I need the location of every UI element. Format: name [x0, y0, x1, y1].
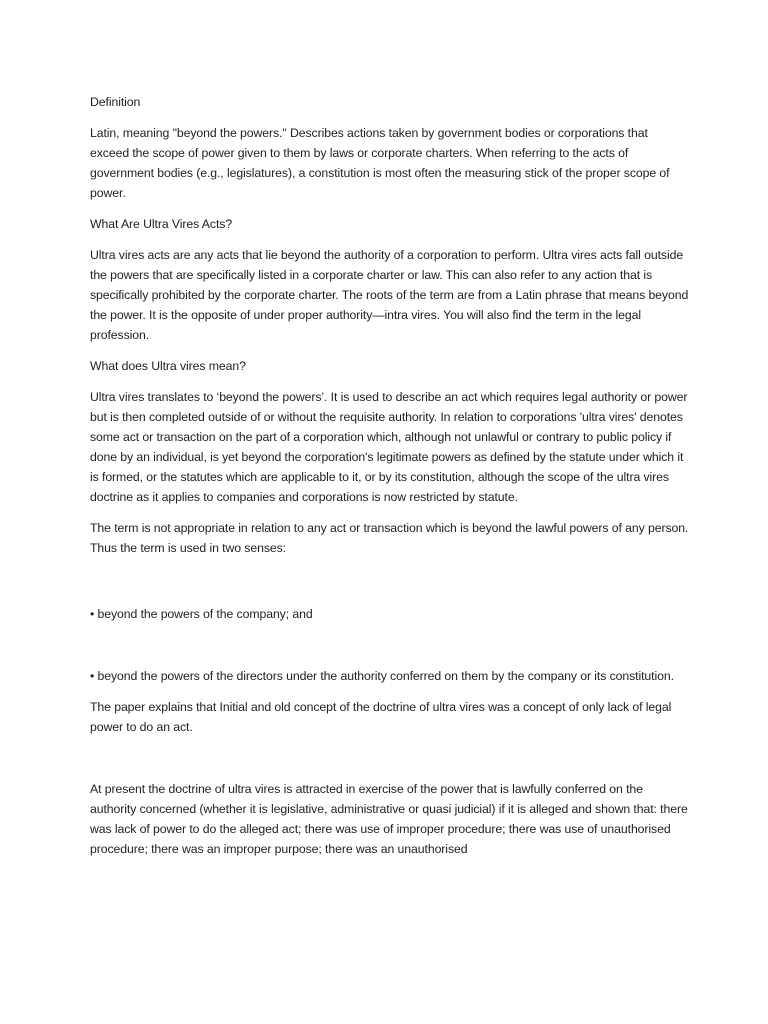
- paragraph-latin-meaning: Latin, meaning "beyond the powers." Describes actions taken by government bodies or corporations that exceed the scope of power given to them by laws or corporate charters. When referring to the acts of government bodies (e.g., legislatures), a constitution is most often the measuring stick of the proper scope of power.: [90, 126, 670, 200]
- paragraph-ultra-vires-acts: Ultra vires acts are any acts that lie beyond the authority of a corporation to perform. Ultra vires acts fall outside the powers that are specifically listed in a corporate charter or law. This can also refer to any action that is specifically prohibited by the corporate charter. The roots of the term are from a Latin phrase that means beyond the power. It is the opposite of under proper authority—intra vires. You will also find the term in the legal profession.: [90, 248, 689, 342]
- heading-what-are-ultra-vires-acts: What Are Ultra Vires Acts?: [90, 217, 233, 231]
- heading-what-does-ultra-vires-mean: What does Ultra vires mean?: [90, 359, 246, 373]
- heading-definition: Definition: [90, 95, 141, 109]
- paragraph-paper-explains: The paper explains that Initial and old concept of the doctrine of ultra vires was a concept of only lack of legal power to do an act.: [90, 700, 672, 734]
- paragraph-ultra-vires-translates: Ultra vires translates to ‘beyond the powers’. It is used to describe an act which requires legal authority or power but is then completed outside of or without the requisite authority. In relation to corporations 'ultra vires' denotes some act or transaction on the part of a corporation which, although not unlawful or contrary to public policy if done by an individual, is yet beyond the corporation's legitimate powers as defined by the statute under which it is formed, or the statutes which are applicable to it, or by its constitution, although the scope of the ultra vires doctrine as it applies to companies and corporations is now restricted by statute.: [90, 390, 688, 504]
- paragraph-term-two-senses: The term is not appropriate in relation to any act or transaction which is beyond the lawful powers of any person. Thus the term is used in two senses:: [90, 521, 689, 555]
- bullet-beyond-directors-powers: • beyond the powers of the directors under the authority conferred on them by the company or its constitution.: [90, 669, 674, 683]
- bullet-beyond-company-powers: • beyond the powers of the company; and: [90, 607, 313, 621]
- paragraph-present-doctrine: At present the doctrine of ultra vires is attracted in exercise of the power that is lawfully conferred on the authority concerned (whether it is legislative, administrative or quasi judicial) if it is alleged and shown that: there was lack of power to do the alleged act; there was use of improper procedure; there was use of unauthorised procedure; there was an improper purpose; there was an unauthorised: [90, 782, 688, 856]
- document-page: [90, 92, 690, 859]
